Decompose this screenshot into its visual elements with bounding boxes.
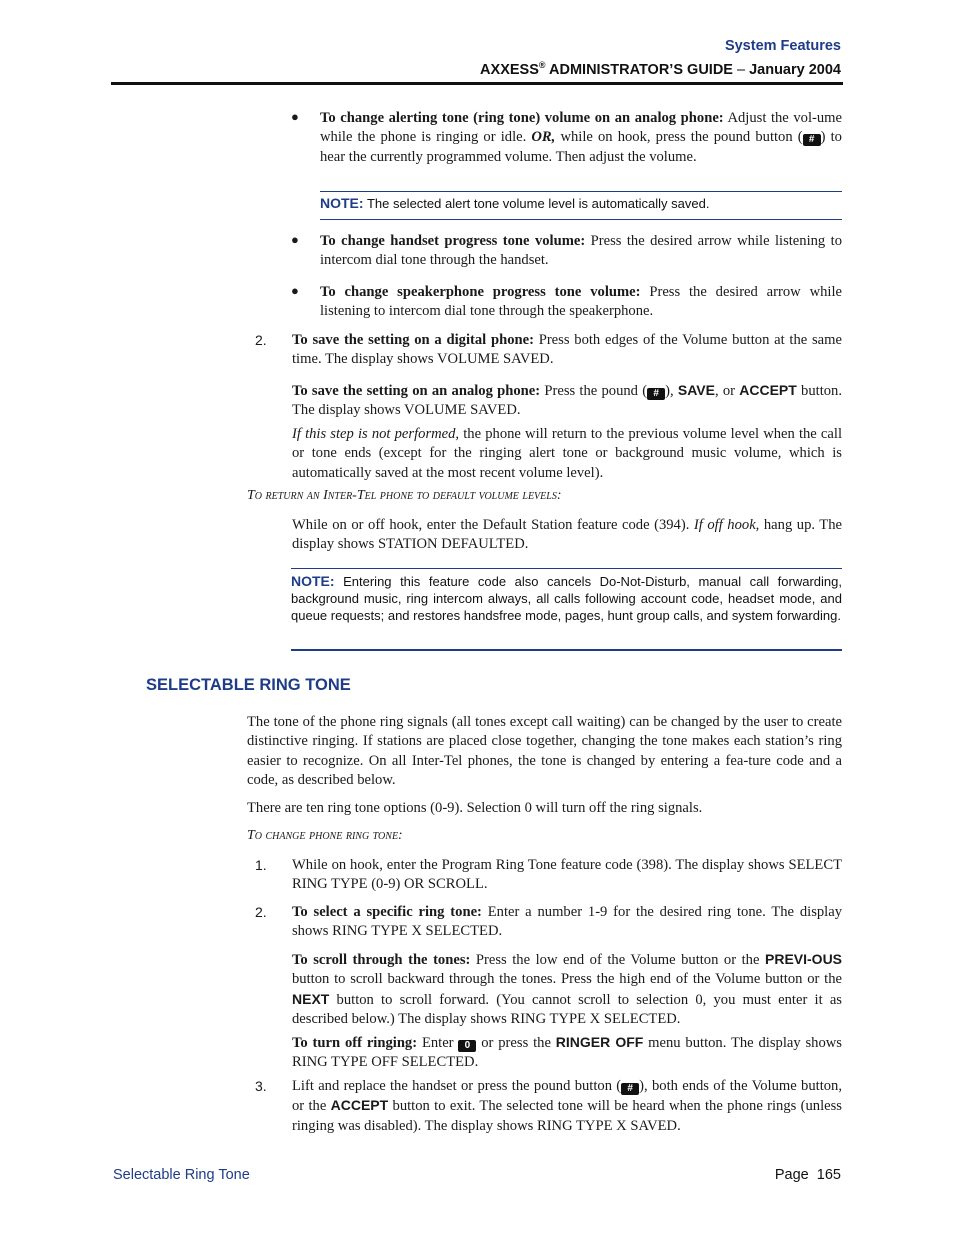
procedure-default-text (292, 516, 842, 555)
header-rule (111, 82, 843, 85)
step-text: Press the pound ( (540, 383, 648, 399)
step-text: the phone will return to the previous volume level when the call or tone ends (except for the ringing alert tone or background music volume, which is automatically saved at the most recent volume level). (292, 426, 842, 481)
step-number: 1. (255, 857, 267, 873)
ringer-off-key-label: RINGER OFF (555, 1034, 644, 1050)
pound-key-icon: # (621, 1083, 639, 1095)
step-save-warning (292, 425, 842, 483)
footer-section-name: Selectable Ring Tone (113, 1167, 250, 1183)
bullet-alert-volume (320, 109, 842, 167)
step-ring-2 (292, 903, 842, 942)
guide-title: ADMINISTRATOR’S GUIDE (545, 61, 733, 78)
step-text: or press the (476, 1035, 556, 1051)
guide-date: January 2004 (749, 61, 841, 78)
step-text: Press both edges of the Volume button at the same time. The display shows VOLUME SAVED. (292, 332, 842, 368)
step-text: button to exit. The selected tone will be heard when the phone rings (unless ringing was disabled). The display shows RING TYPE X SAVED. (292, 1098, 842, 1134)
step-text: , or (714, 383, 740, 399)
step-lead: To select a specific ring tone: (292, 904, 482, 920)
italic-lead: If this step is not performed, (292, 426, 460, 442)
note-alert-volume (320, 191, 842, 220)
step-text: Enter a number 1-9 for the desired ring tone. The display shows RING TYPE X SELECTED. (292, 904, 842, 940)
registered-mark: ® (538, 60, 546, 70)
step-lead: To save the setting on a digital phone: (292, 332, 534, 348)
running-header-section: System Features (724, 38, 841, 54)
note-default-effects (291, 568, 842, 651)
accept-key-label: ACCEPT (739, 382, 797, 398)
section-title: SELECTABLE RING TONE (146, 676, 351, 694)
page-num: 165 (816, 1167, 841, 1183)
guide-sep: – (732, 61, 750, 78)
procedure-heading-ring: To change phone ring tone: (247, 828, 403, 843)
save-key-label: SAVE (677, 382, 715, 398)
bullet-text: ) to hear the currently programmed volume. Then adjust the volume. (320, 129, 842, 165)
bullet-marker: ● (291, 283, 299, 298)
footer-page-number (775, 1167, 841, 1183)
next-key-label: NEXT (292, 990, 330, 1007)
intro-paragraph: The tone of the phone ring signals (all tones except call waiting) can be changed by the user to create distinctive ringing. If stations are placed close together, changing the tone makes each station’s ring easier to recognize. On all Inter-Tel phones, the tone is changed by entering a fea-ture code and a code, as described below. (247, 714, 842, 788)
step-text: Enter (417, 1035, 459, 1051)
step-text: ), both ends of the Volume button, or the (292, 1078, 842, 1115)
step-ring-off (292, 1033, 842, 1073)
step-text: button. The display shows VOLUME SAVED. (292, 383, 843, 419)
accept-key-label: ACCEPT (330, 1097, 389, 1114)
pound-key-icon: # (803, 134, 821, 146)
step-text: Press the low end of the Volume button or the (470, 952, 765, 968)
bullet-marker: ● (291, 232, 299, 247)
note-label: NOTE: (320, 195, 364, 211)
or-emphasis: OR, (531, 129, 556, 146)
bullet-marker: ● (291, 109, 299, 124)
bullet-text: Press the desired arrow while listening to intercom dial tone through the speakerphone. (320, 284, 842, 320)
step-ring-3 (292, 1077, 842, 1136)
page-label: Page (774, 1167, 809, 1183)
step-ring-1: While on hook, enter the Program Ring Tone feature code (398). The display shows SELECT RING TYPE (0-9) OR SCROLL. (292, 857, 842, 893)
previous-key-label: PREVI-OUS (765, 951, 843, 967)
step-number: 2. (255, 904, 267, 920)
bullet-text: Adjust the vol-ume while the phone is ringing or idle. (320, 110, 842, 146)
zero-key-icon: 0 (458, 1040, 476, 1052)
note-text: Entering this feature code also cancels Do-Not-Disturb, manual call forwarding, background music, ring intercom always, all calls following account code, headset mode, and queue requests; and restores handsfree mode, pages, hunt group calls, and system forwarding. (291, 574, 842, 624)
pound-key-icon: # (647, 388, 665, 400)
step-lead: To scroll through the tones: (292, 952, 471, 968)
note-text: The selected alert tone volume level is automatically saved. (363, 196, 710, 211)
step-number: 3. (255, 1078, 267, 1094)
bullet-lead: To change alerting tone (ring tone) volume on an analog phone: (320, 110, 724, 126)
bullet-text: Press the desired arrow while listening to intercom dial tone through the handset. (320, 233, 843, 269)
step-text: ), (665, 383, 678, 399)
step-text: button to scroll backward through the tones. Press the high end of the Volume button or the (292, 971, 842, 988)
step-text: hang up. The display shows STATION DEFAULTED. (292, 517, 842, 553)
bullet-text: while on hook, press the pound button ( (555, 129, 803, 146)
step-text: While on or off hook, enter the Default Station feature code (394). (292, 517, 694, 533)
italic-text: If off hook, (693, 517, 760, 533)
guide-prefix: AXXESS (480, 61, 539, 78)
step-text: button to scroll forward. (You cannot scroll to selection 0, you must enter it as described below.) The display shows RING TYPE X SELECTED. (292, 991, 842, 1027)
bullet-handset-volume (320, 232, 842, 271)
step-save-analog (292, 381, 842, 421)
step-lead: To turn off ringing: (292, 1035, 418, 1051)
intro-paragraph: There are ten ring tone options (0-9). Selection 0 will turn off the ring signals. (247, 800, 703, 816)
step-number: 2. (255, 332, 267, 348)
step-save-digital (292, 331, 842, 370)
bullet-speaker-volume (320, 283, 842, 322)
procedure-heading-default: To return an Inter-Tel phone to default volume levels: (247, 488, 562, 503)
step-ring-scroll (292, 950, 842, 1029)
bullet-lead: To change handset progress tone volume: (320, 233, 586, 249)
bullet-lead: To change speakerphone progress tone volume: (320, 284, 641, 300)
step-text: Lift and replace the handset or press the pound button ( (292, 1078, 622, 1094)
running-header-title (480, 60, 841, 78)
step-lead: To save the setting on an analog phone: (292, 383, 541, 399)
step-text: menu button. The display shows RING TYPE OFF SELECTED. (292, 1035, 842, 1071)
note-label: NOTE: (291, 573, 335, 589)
